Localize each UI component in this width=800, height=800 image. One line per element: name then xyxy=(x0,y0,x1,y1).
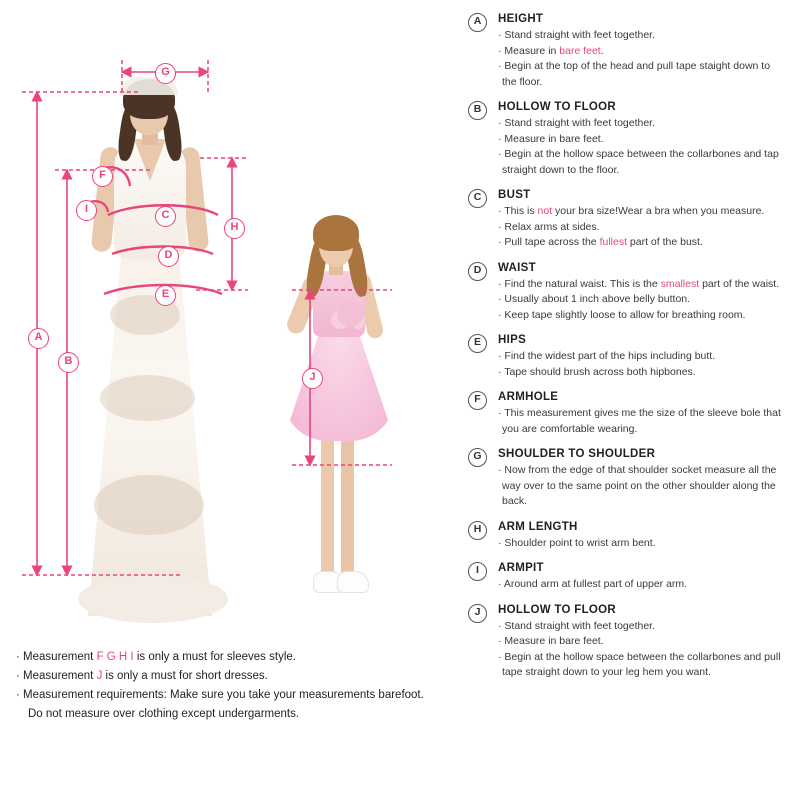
measurement-arrows xyxy=(0,0,455,660)
footnote-4-text: Do not measure over clothing except undergarments. xyxy=(28,708,300,720)
letter-badge-C: C xyxy=(468,189,487,208)
badge-A: A xyxy=(28,328,49,349)
guide-line: · Usually about 1 inch above belly button. xyxy=(498,292,786,308)
letter-badge-A: A xyxy=(468,13,487,32)
guide-line: · Find the widest part of the hips including butt. xyxy=(498,349,786,365)
letter-badge-H: H xyxy=(468,521,487,540)
guide-item-hollow-to-floor-short xyxy=(468,604,786,681)
guide-title-hollow-to-floor: HOLLOW TO FLOOR xyxy=(498,101,616,113)
footnote-4 xyxy=(16,705,436,724)
guide-line: · Now from the edge of that shoulder socket measure all the way over to the same point on the other shoulder along the back. xyxy=(498,463,786,510)
guide-item-shoulder-to-shoulder xyxy=(468,448,786,510)
guide-item-hollow-to-floor xyxy=(468,101,786,178)
guide-line: · This measurement gives me the size of the sleeve bole that you are comfortable wearing. xyxy=(498,406,786,437)
guide-title-shoulder-to-shoulder: SHOULDER TO SHOULDER xyxy=(498,448,656,460)
guide-line: · Begin at the hollow space between the collarbones and tap straight down to the floor. xyxy=(498,147,786,178)
guide-line-pre: Find the natural waist. This is the xyxy=(504,277,661,290)
footnote-3-text: Measurement requirements: Make sure you take your measurements barefoot. xyxy=(23,689,424,701)
badge-D: D xyxy=(158,246,179,267)
guide-line xyxy=(498,204,786,220)
guide-line-pre: Pull tape across the xyxy=(504,236,600,248)
letter-badge-I: I xyxy=(468,562,487,581)
guide-line: · Keep tape slightly loose to allow for breathing room. xyxy=(498,308,786,324)
guide-line: · Begin at the top of the head and pull tape staight down to the floor. xyxy=(498,59,786,90)
letter-badge-B: B xyxy=(468,101,487,120)
guide-line: · Begin at the hollow space between the collarbones and pull tape straight down to your leg hem you want. xyxy=(498,650,786,681)
guide-line-highlight: fullest xyxy=(599,236,627,248)
guide-line: · Stand straight with feet together. xyxy=(498,28,786,44)
guide-line-highlight: bare feet xyxy=(559,44,601,57)
guide-item-waist xyxy=(468,262,786,324)
guide-line: · Stand straight with feet together. xyxy=(498,116,786,132)
guide-line-pre: Measure in xyxy=(504,44,560,57)
footnote-2: · Measurement J is only a must for short dresses. xyxy=(16,670,268,682)
guide-item-arm-length xyxy=(468,521,786,552)
badge-F: F xyxy=(92,166,113,187)
footnote-1-pre: Measurement xyxy=(23,651,97,663)
guide-line-post: part of the waist. xyxy=(699,277,780,290)
guide-title-hollow-to-floor-short: HOLLOW TO FLOOR xyxy=(498,603,616,616)
letter-badge-D: D xyxy=(468,262,487,281)
letter-badge-E: E xyxy=(468,334,487,353)
footnote-2-highlight: J xyxy=(96,670,103,682)
footnote-2-post: is only a must for short dresses. xyxy=(102,670,268,682)
guide-line: · Measure in bare feet. xyxy=(498,132,786,148)
footnote-1-highlight: F G H I xyxy=(96,651,134,663)
footnotes xyxy=(16,648,436,724)
guide-item-armpit xyxy=(468,562,786,593)
guide-item-hips xyxy=(468,334,786,380)
guide-line xyxy=(498,44,786,60)
footnote-3: · Measurement requirements: Make sure you take your measurements barefoot. xyxy=(16,689,424,701)
guide-line-highlight: not xyxy=(537,205,553,217)
guide-line-post: part of the bust. xyxy=(627,236,703,248)
guide-line: · Relax arms at sides. xyxy=(498,220,786,236)
badge-E: E xyxy=(155,285,176,306)
guide-line-highlight: smallest xyxy=(660,277,700,290)
guide-line: · Around arm at fullest part of upper arm. xyxy=(498,577,786,593)
guide-item-armhole xyxy=(468,391,786,437)
guide-line xyxy=(498,277,786,293)
letter-badge-F: F xyxy=(468,391,487,410)
guide-line: · Shoulder point to wrist arm bent. xyxy=(498,536,786,552)
letter-badge-G: G xyxy=(468,448,487,467)
footnote-1-post: is only a must for sleeves style. xyxy=(133,651,296,663)
guide-line-post: . xyxy=(600,44,604,57)
guide-title-hips: HIPS xyxy=(498,334,527,346)
measurement-instructions xyxy=(468,12,786,692)
guide-title-armpit: ARMPIT xyxy=(498,562,544,574)
badge-H: H xyxy=(224,218,245,239)
guide-title-arm-length: ARM LENGTH xyxy=(498,520,578,533)
guide-line-pre: This is xyxy=(504,205,538,217)
guide-title-armhole: ARMHOLE xyxy=(498,391,559,403)
guide-item-bust xyxy=(468,189,786,251)
guide-item-height xyxy=(468,13,786,90)
guide-title-waist: WAIST xyxy=(498,261,536,274)
letter-badge-J: J xyxy=(468,604,487,623)
guide-title-bust: BUST xyxy=(498,189,531,201)
badge-B: B xyxy=(58,352,79,373)
badge-I: I xyxy=(76,200,97,221)
badge-C: C xyxy=(155,206,176,227)
footnote-1: · Measurement F G H I is only a must for sleeves style. xyxy=(16,651,296,663)
badge-J: J xyxy=(302,368,323,389)
footnote-2-pre: Measurement xyxy=(23,670,97,682)
guide-line: · Stand straight with feet together. xyxy=(498,619,786,635)
guide-line: · Measure in bare feet. xyxy=(498,634,786,650)
badge-G: G xyxy=(155,63,176,84)
guide-line xyxy=(498,235,786,251)
guide-line-post: your bra size!Wear a bra when you measure. xyxy=(552,205,765,217)
guide-title-height: HEIGHT xyxy=(498,13,544,25)
guide-line: · Tape should brush across both hipbones. xyxy=(498,365,786,381)
